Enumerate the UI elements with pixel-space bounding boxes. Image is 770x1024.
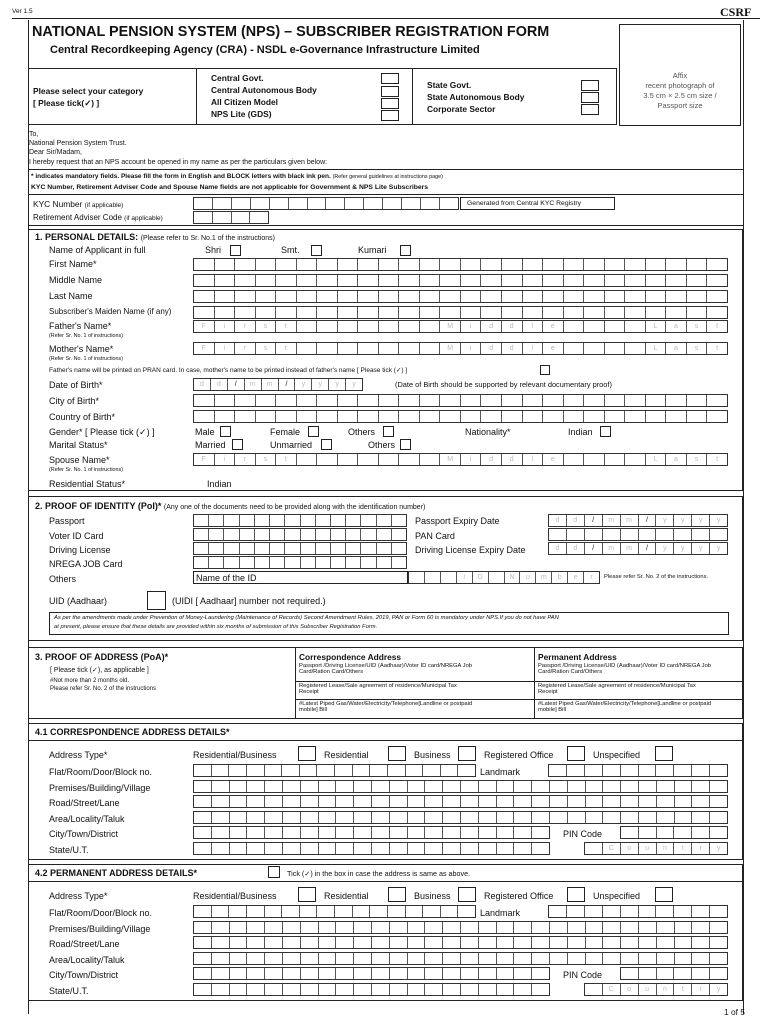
father-name-label: Father's Name* — [49, 321, 112, 331]
corr-res-label: Residential — [324, 750, 369, 760]
perm-res-checkbox[interactable] — [388, 887, 406, 902]
perm-rb-label: Residential/Business — [193, 891, 277, 901]
corr-res-checkbox[interactable] — [388, 746, 406, 761]
poa-corr-opt1: Passport /Driving License/UID (Aadhaar)/Voter ID card/NREGA Job Card/Ration Card/Others — [299, 663, 473, 675]
mother-name-input[interactable]: F i r s t M i d d l e L a s t — [193, 342, 728, 355]
female-label: Female — [270, 427, 301, 437]
corr-landmark-input[interactable] — [548, 764, 728, 777]
smt-label: Smt. — [281, 245, 300, 255]
corr-flat-input[interactable] — [193, 764, 476, 777]
category-state-govt-label: State Govt. — [427, 80, 472, 90]
poa-corr-opt2: Registered Lease/Sale agreement of residence/Municipal Tax Receipt — [299, 683, 457, 695]
corr-pin-input[interactable] — [620, 826, 728, 839]
perm-city-label: City/Town/District — [49, 970, 119, 980]
perm-state-input[interactable] — [193, 983, 550, 996]
passport-expiry-label: Passport Expiry Date — [415, 516, 500, 526]
middle-name-label: Middle Name — [49, 275, 103, 285]
unmarried-checkbox[interactable] — [321, 439, 332, 450]
corr-state-input[interactable] — [193, 842, 550, 855]
perm-rb-checkbox[interactable] — [298, 887, 316, 902]
father-refer-note: (Refer Sr. No. 1 of instructions) — [49, 333, 123, 339]
corr-state-label: State/U.T. — [49, 845, 89, 855]
perm-area-label: Area/Locality/Taluk — [49, 955, 125, 965]
corr-addr-type-label: Address Type* — [49, 750, 108, 760]
passport-expiry-input[interactable]: d d / m m / y y y y — [548, 514, 728, 527]
marital-others-label: Others — [368, 440, 396, 450]
residential-status-value: Indian — [207, 479, 232, 489]
voter-id-input[interactable] — [193, 528, 407, 541]
perm-landmark-label: Landmark — [480, 908, 521, 918]
category-central-govt-label: Central Govt. — [211, 73, 264, 83]
unmarried-label: Unmarried — [270, 440, 313, 450]
category-npslite-checkbox[interactable] — [381, 110, 399, 121]
form-code: CSRF — [720, 5, 752, 19]
poa-perm-opt2: Registered Lease/Sale agreement of residence/Municipal Tax Receipt — [538, 683, 696, 695]
perm-flat-input[interactable] — [193, 905, 476, 918]
corr-rb-checkbox[interactable] — [298, 746, 316, 761]
poa-refer: Please refer Sr. No. 2 of the instructions — [50, 686, 157, 692]
gender-others-label: Others — [348, 427, 376, 437]
corr-premises-label: Premises/Building/Village — [49, 783, 151, 793]
gender-label: Gender* [ Please tick (✓) ] — [49, 427, 155, 437]
male-label: Male — [195, 427, 215, 437]
perm-state-label: State/U.T. — [49, 986, 89, 996]
nationality-label: Nationality* — [465, 427, 511, 437]
kyc-note-box — [460, 197, 615, 210]
poa-corr-heading: Correspondence Address — [299, 652, 402, 662]
amendment-line-1: As per the amendments made under Prevention of Money-Laundering (Maintenance of Records) Second Amendment Rules, 2019, PAN or Form 60 is mandatory under NPS.If you do not have PAN — [54, 615, 559, 621]
corr-city-input[interactable] — [193, 826, 550, 839]
corr-rb-label: Residential/Business — [193, 750, 277, 760]
dob-input[interactable]: d d / m m / y y y y — [193, 378, 363, 391]
corr-uns-checkbox[interactable] — [655, 746, 673, 761]
category-corporate-checkbox[interactable] — [581, 104, 599, 115]
nrega-label: NREGA JOB Card — [49, 559, 123, 569]
city-birth-label: City of Birth* — [49, 396, 100, 406]
perm-road-input[interactable] — [193, 936, 728, 949]
category-acm-checkbox[interactable] — [381, 98, 399, 109]
corr-country-input[interactable]: C o u n t r y — [584, 842, 728, 855]
poa-perm-opt1: Passport /Driving License/UID (Aadhaar)/Voter ID card/NREGA Job Card/Ration Card/Others — [538, 663, 712, 675]
category-box — [28, 68, 617, 125]
form-title: NATIONAL PENSION SYSTEM (NPS) – SUBSCRIBER REGISTRATION FORM — [32, 24, 550, 40]
corr-title: 4.1 CORRESPONDENCE ADDRESS DETAILS* — [35, 727, 230, 737]
corr-pin-label: PIN Code — [563, 829, 603, 839]
driving-license-label: Driving License — [49, 545, 111, 555]
category-npslite-label: NPS Lite (GDS) — [211, 109, 272, 119]
form-subtitle: Central Recordkeeping Agency (CRA) - NSDL e-Governance Infrastructure Limited — [50, 44, 480, 56]
amendment-line-2: at present, please ensure that these details are provided within six months of submission of this Subscriber Registration Form. — [54, 624, 378, 630]
photo-box[interactable]: Affix recent photograph of 3.5 cm × 2.5 cm size / Passport size — [619, 24, 741, 126]
perm-flat-label: Flat/Room/Door/Block no. — [49, 908, 153, 918]
category-central-govt-checkbox[interactable] — [381, 73, 399, 84]
dob-note: (Date of Birth should be supported by relevant documentary proof) — [395, 380, 612, 389]
middle-name-input[interactable] — [193, 274, 728, 287]
intro-trust: National Pension System Trust. — [29, 140, 127, 147]
dl-expiry-input[interactable]: d d / m m / y y y y — [548, 542, 728, 555]
mandatory-note: * indicates mandatory fields. Please fill the form in English and BLOCK letters with black ink pen. (Refer general guidelines at instructions page) — [31, 173, 443, 180]
perm-res-label: Residential — [324, 891, 369, 901]
kyc-note: KYC Number, Retirement Adviser Code and Spouse Name fields are not applicable for Government & NPS Lite Subscribers — [31, 184, 429, 191]
mother-print-note: Father's name will be printed on PRAN card. In case, mother's name to be printed instead of father's name [ Please tick (✓) ] — [49, 367, 408, 374]
poa-tick-note: [ Please tick (✓), as applicable ] — [50, 667, 149, 674]
first-name-label: First Name* — [49, 259, 97, 269]
perm-title: 4.2 PERMANENT ADDRESS DETAILS* — [35, 868, 198, 878]
shri-label: Shri — [205, 245, 222, 255]
dob-label: Date of Birth* — [49, 380, 103, 390]
mother-refer-note: (Refer Sr. No. 1 of instructions) — [49, 356, 123, 362]
personal-title: 1. PERSONAL DETAILS: (Please refer to Sr. No.1 of the instructions) — [35, 232, 275, 242]
poa-title: 3. PROOF OF ADDRESS (PoA)* — [35, 652, 169, 662]
form-version: Ver 1.5 — [12, 8, 33, 15]
poa-perm-opt3: #Latest Piped Gas/Water/Electricity/Telephone[Landline or postpaid mobile] Bill — [538, 701, 712, 713]
corr-bus-label: Business — [414, 750, 451, 760]
city-birth-input[interactable] — [193, 394, 728, 407]
last-name-label: Last Name — [49, 291, 93, 301]
voter-id-label: Voter ID Card — [49, 531, 104, 541]
perm-pin-input[interactable] — [620, 967, 728, 980]
intro-to: To, — [29, 131, 39, 138]
corr-premises-input[interactable] — [193, 780, 728, 793]
father-name-input[interactable]: F i r s t M i d d l e L a s t — [193, 320, 728, 333]
perm-reg-checkbox[interactable] — [567, 887, 585, 902]
perm-premises-input[interactable] — [193, 921, 728, 934]
nationality-indian-label: Indian — [568, 427, 593, 437]
corr-uns-label: Unspecified — [593, 750, 641, 760]
perm-uns-checkbox[interactable] — [655, 887, 673, 902]
uid-note: (UIDI [ Aadhaar] number not required.) — [172, 596, 326, 606]
intro-greeting: Dear Sir/Madam, — [29, 149, 82, 156]
poa-corr-opt3: #Latest Piped Gas/Water/Electricity/Telephone[Landline or postpaid mobile] Bill — [299, 701, 473, 713]
male-checkbox[interactable] — [220, 426, 231, 437]
mother-name-label: Mother's Name* — [49, 344, 114, 354]
perm-pin-label: PIN Code — [563, 970, 603, 980]
corr-area-label: Area/Locality/Taluk — [49, 814, 125, 824]
spouse-name-label: Spouse Name* — [49, 455, 110, 465]
page-number: 1 of 5 — [724, 1007, 745, 1017]
category-prompt: Please select your category — [33, 86, 144, 96]
perm-addr-type-label: Address Type* — [49, 891, 108, 901]
pan-input[interactable] — [548, 528, 728, 541]
ra-label: Retirement Adviser Code (if applicable) — [33, 213, 163, 222]
pan-label: PAN Card — [415, 531, 455, 541]
driving-license-input[interactable] — [193, 542, 407, 555]
perm-landmark-input[interactable] — [548, 905, 728, 918]
corr-road-input[interactable] — [193, 795, 728, 808]
mother-print-checkbox[interactable] — [540, 365, 550, 375]
passport-label: Passport — [49, 516, 85, 526]
marital-others-checkbox[interactable] — [400, 439, 411, 450]
married-label: Married — [195, 440, 226, 450]
uid-label: UID (Aadhaar) — [49, 596, 108, 606]
kyc-number-input[interactable] — [193, 197, 459, 210]
perm-same-checkbox[interactable] — [268, 866, 280, 878]
dl-expiry-label: Driving License Expiry Date — [415, 545, 526, 555]
kumari-label: Kumari — [358, 245, 387, 255]
category-corporate-label: Corporate Sector — [427, 104, 496, 114]
applicant-name-label: Name of Applicant in full — [49, 245, 146, 255]
uid-checkbox[interactable] — [147, 591, 166, 610]
perm-country-input[interactable]: C o u n t r y — [584, 983, 728, 996]
nationality-indian-checkbox[interactable] — [600, 426, 611, 437]
category-acm-label: All Citizen Model — [211, 97, 278, 107]
nrega-input[interactable] — [193, 556, 407, 569]
spouse-refer-note: (Refer Sr. No. 1 of instructions) — [49, 467, 123, 473]
poi-refer-note: Please refer Sr. No. 2 of the instructions. — [604, 574, 709, 580]
married-checkbox[interactable] — [232, 439, 243, 450]
maiden-name-input[interactable] — [193, 306, 728, 319]
category-cab-checkbox[interactable] — [381, 86, 399, 97]
id-number-input[interactable]: I D N u m b e r — [408, 571, 600, 584]
corr-reg-label: Registered Office — [484, 750, 554, 760]
category-sab-checkbox[interactable] — [581, 92, 599, 103]
category-tick-note: [ Please tick(✓) ] — [33, 98, 100, 108]
last-name-input[interactable] — [193, 290, 728, 303]
gender-others-checkbox[interactable] — [383, 426, 394, 437]
poi-title: 2. PROOF OF IDENTITY (PoI)* (Any one of the documents need to be provided along with the identification number) — [35, 501, 426, 511]
kumari-checkbox[interactable] — [400, 245, 411, 256]
country-birth-input[interactable] — [193, 410, 728, 423]
poa-perm-heading: Permanent Address — [538, 652, 617, 662]
first-name-input[interactable] — [193, 258, 728, 271]
kyc-label: KYC Number (if applicable) — [33, 199, 124, 209]
corr-bus-checkbox[interactable] — [458, 746, 476, 761]
intro-request: I hereby request that an NPS account be opened in my name as per the particulars given below: — [29, 159, 328, 166]
perm-premises-label: Premises/Building/Village — [49, 924, 151, 934]
shri-checkbox[interactable] — [230, 245, 241, 256]
perm-city-input[interactable] — [193, 967, 550, 980]
perm-same-note: Tick (✓) in the box in case the address is same as above. — [287, 869, 471, 878]
corr-area-input[interactable] — [193, 811, 728, 824]
spouse-name-input[interactable]: F i r s t M i d d l e L a s t — [193, 453, 728, 466]
marital-label: Marital Status* — [49, 440, 108, 450]
ra-code-input[interactable] — [193, 211, 269, 224]
perm-bus-label: Business — [414, 891, 451, 901]
perm-uns-label: Unspecified — [593, 891, 641, 901]
country-birth-label: Country of Birth* — [49, 412, 116, 422]
corr-reg-checkbox[interactable] — [567, 746, 585, 761]
category-state-govt-checkbox[interactable] — [581, 80, 599, 91]
poi-others-label: Others — [49, 574, 77, 584]
id-name-label: Name of the ID — [196, 573, 257, 583]
kyc-generated-note: Generated from Central KYC Registry — [467, 200, 582, 207]
corr-landmark-label: Landmark — [480, 767, 521, 777]
smt-checkbox[interactable] — [311, 245, 322, 256]
maiden-name-label: Subscriber's Maiden Name (if any) — [49, 307, 172, 316]
corr-flat-label: Flat/Room/Door/Block no. — [49, 767, 153, 777]
poa-not-more: #Not more than 2 months old. — [50, 678, 130, 684]
corr-road-label: Road/Street/Lane — [49, 798, 120, 808]
perm-area-input[interactable] — [193, 952, 728, 965]
residential-status-label: Residential Status* — [49, 479, 126, 489]
female-checkbox[interactable] — [308, 426, 319, 437]
corr-city-label: City/Town/District — [49, 829, 119, 839]
perm-road-label: Road/Street/Lane — [49, 939, 120, 949]
perm-bus-checkbox[interactable] — [458, 887, 476, 902]
category-sab-label: State Autonomous Body — [427, 92, 525, 102]
perm-reg-label: Registered Office — [484, 891, 554, 901]
passport-input[interactable] — [193, 514, 407, 527]
category-cab-label: Central Autonomous Body — [211, 85, 317, 95]
